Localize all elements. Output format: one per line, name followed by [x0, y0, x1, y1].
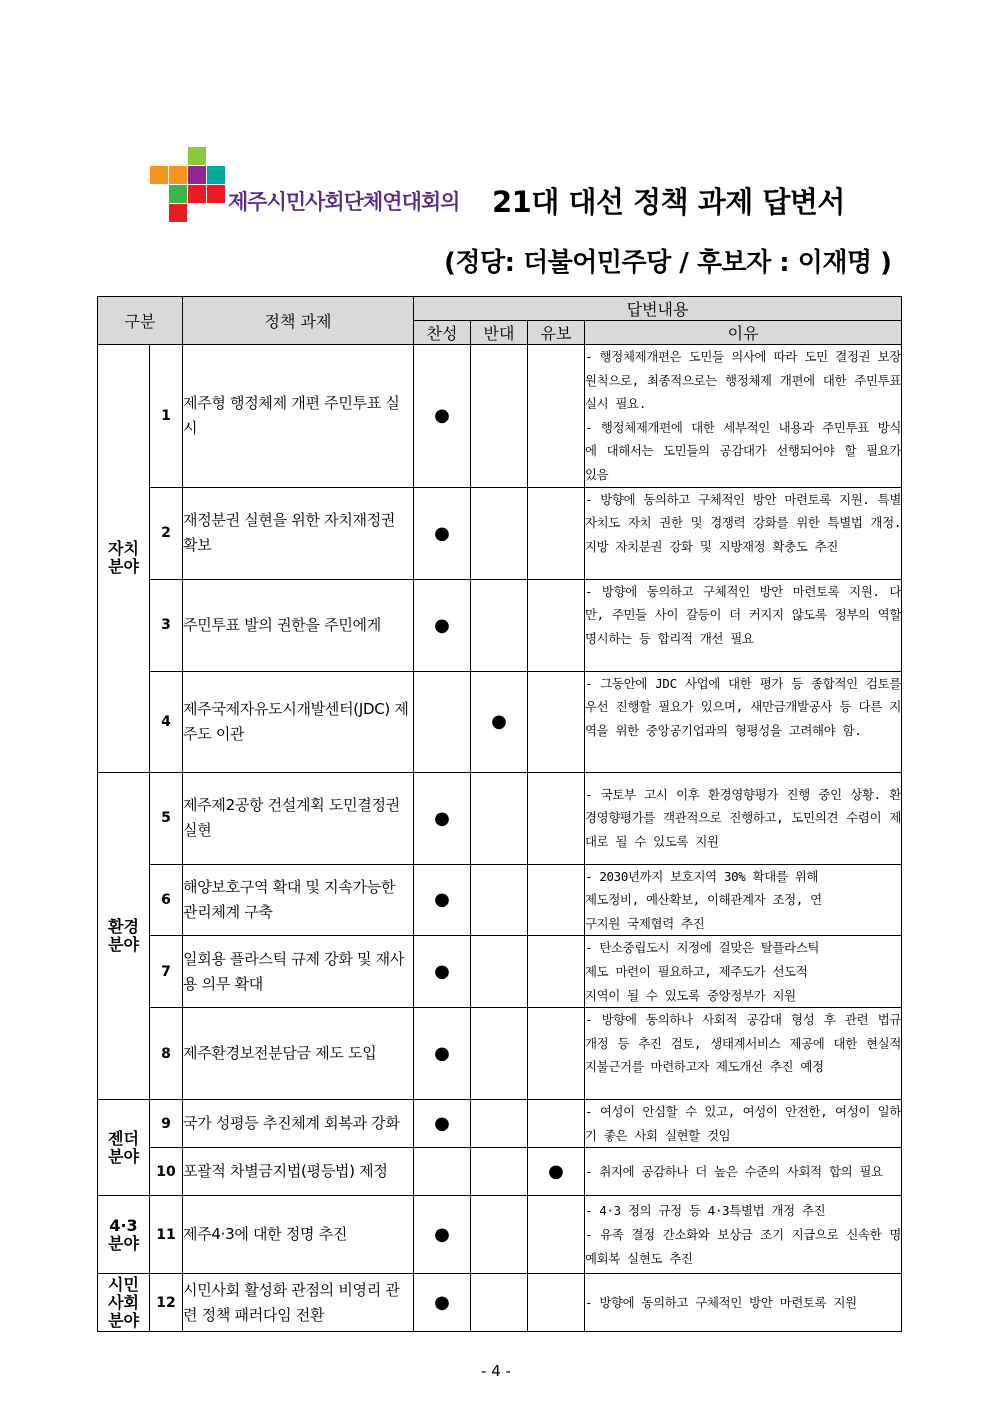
table-row	[98, 772, 902, 864]
answer-reason: - 4·3 정의 규정 등 4·3특별법 개정 추진 - 유족 결정 간소화와 보상금 조기 지급으로 신속한 명예회복 실현도 추진	[585, 1196, 902, 1274]
logo-square-red-c	[169, 204, 187, 222]
answer-hold-cell	[528, 936, 585, 1008]
logo-square-teal	[207, 166, 225, 184]
answer-reason: - 방향에 동의하나 사회적 공감대 형성 후 관련 법규 개정 등 추진 검토, 생태계서비스 제공에 대한 현실적 지불근거를 마련하고자 제도개선 추진 예정	[585, 1008, 902, 1100]
answer-oppose-cell	[471, 345, 528, 488]
answer-oppose-cell	[471, 1100, 528, 1148]
answer-agree-cell: ●	[414, 1274, 471, 1332]
policy-task: 국가 성평등 추진체계 회복과 강화	[183, 1100, 414, 1148]
row-number: 4	[150, 671, 183, 772]
answer-oppose-cell	[471, 579, 528, 671]
header-answer: 답변내용	[414, 297, 902, 321]
table-row	[98, 1008, 902, 1100]
policy-task: 일회용 플라스틱 규제 강화 및 재사용 의무 확대	[183, 936, 414, 1008]
header-reason: 이유	[585, 321, 902, 345]
table-row	[98, 1196, 902, 1274]
answer-oppose-cell	[471, 1274, 528, 1332]
answer-hold-cell	[528, 671, 585, 772]
answer-oppose-cell	[471, 1148, 528, 1196]
answer-reason: - 그동안에 JDC 사업에 대한 평가 등 종합적인 검토를 우선 진행할 필요가 있으며, 새만금개발공사 등 다른 지역을 위한 중앙공기업과의 형평성을 고려해야 함.	[585, 671, 902, 772]
answer-agree-cell	[414, 671, 471, 772]
category-43: 4·3 분야	[98, 1196, 150, 1274]
answer-agree-cell: ●	[414, 1196, 471, 1274]
answer-reason: - 방향에 동의하고 구체적인 방안 마련토록 지원	[585, 1274, 902, 1332]
row-number: 8	[150, 1008, 183, 1100]
policy-task: 주민투표 발의 권한을 주민에게	[183, 579, 414, 671]
answer-reason: - 여성이 안심할 수 있고, 여성이 안전한, 여성이 일하기 좋은 사회 실현할 것임	[585, 1100, 902, 1148]
answer-agree-cell: ●	[414, 772, 471, 864]
table-row	[98, 579, 902, 671]
org-name: 제주시민사회단체연대회의	[228, 190, 460, 214]
answer-agree-cell: ●	[414, 1100, 471, 1148]
policy-task: 제주국제자유도시개발센터(JDC) 제주도 이관	[183, 671, 414, 772]
answer-hold-cell	[528, 864, 585, 936]
header-agree: 찬성	[414, 321, 471, 345]
answer-agree-cell: ●	[414, 345, 471, 488]
logo-square-red-a	[188, 185, 206, 203]
page-title: 21대 대선 정책 과제 답변서	[492, 185, 845, 219]
answer-agree-cell: ●	[414, 864, 471, 936]
row-number: 6	[150, 864, 183, 936]
header-oppose: 반대	[471, 321, 528, 345]
header-hold: 유보	[528, 321, 585, 345]
policy-task: 시민사회 활성화 관점의 비영리 관련 정책 패러다임 전환	[183, 1274, 414, 1332]
header-task: 정책 과제	[183, 297, 414, 345]
table-row	[98, 1100, 902, 1148]
answer-oppose-cell	[471, 1008, 528, 1100]
answer-agree-cell: ●	[414, 1008, 471, 1100]
row-number: 5	[150, 772, 183, 864]
policy-task: 제주제2공항 건설계획 도민결정권 실현	[183, 772, 414, 864]
category-gender: 젠더 분야	[98, 1100, 150, 1196]
answer-hold-cell	[528, 772, 585, 864]
policy-task: 포괄적 차별금지법(평등법) 제정	[183, 1148, 414, 1196]
category-civil-society: 시민 사회 분야	[98, 1274, 150, 1332]
row-number: 11	[150, 1196, 183, 1274]
header-category: 구분	[98, 297, 183, 345]
answer-oppose-cell	[471, 487, 528, 579]
answer-reason: - 국토부 고시 이후 환경영향평가 진행 중인 상황. 환경영향평가를 객관적으로 진행하고, 도민의견 수렴이 제대로 될 수 있도록 지원	[585, 772, 902, 864]
row-number: 12	[150, 1274, 183, 1332]
table-row	[98, 487, 902, 579]
answer-agree-cell: ●	[414, 487, 471, 579]
answer-hold-cell	[528, 1196, 585, 1274]
answer-reason: - 방향에 동의하고 구체적인 방안 마련토록 지원. 다만, 주민들 사이 갈등이 더 커지지 않도록 정부의 역할 명시하는 등 합리적 개선 필요	[585, 579, 902, 671]
logo-square-green	[188, 147, 206, 165]
org-logo	[150, 147, 225, 225]
policy-answer-table	[97, 296, 902, 1332]
page-number: - 4 -	[481, 1362, 511, 1380]
logo-square-red-b	[207, 185, 225, 203]
logo-square-purple	[188, 166, 206, 184]
answer-agree-cell	[414, 1148, 471, 1196]
answer-hold-cell	[528, 345, 585, 488]
answer-oppose-cell	[471, 936, 528, 1008]
policy-task: 제주4·3에 대한 정명 추진	[183, 1196, 414, 1274]
table-row	[98, 671, 902, 772]
answer-oppose-cell	[471, 772, 528, 864]
row-number: 10	[150, 1148, 183, 1196]
table-row	[98, 864, 902, 936]
policy-task: 재정분권 실현을 위한 자치재정권 확보	[183, 487, 414, 579]
answer-oppose-cell: ●	[471, 671, 528, 772]
logo-square-green-b	[169, 185, 187, 203]
table-row	[98, 1148, 902, 1196]
answer-oppose-cell	[471, 1196, 528, 1274]
policy-task: 제주환경보전분담금 제도 도입	[183, 1008, 414, 1100]
answer-hold-cell	[528, 487, 585, 579]
answer-reason: - 탄소중립도시 지정에 걸맞은 탈플라스틱 제도 마련이 필요하고, 제주도가 선도적 지역이 될 수 있도록 중앙정부가 지원	[585, 936, 902, 1008]
answer-oppose-cell	[471, 864, 528, 936]
answer-agree-cell: ●	[414, 936, 471, 1008]
logo-square-orange-a	[169, 166, 187, 184]
answer-reason: - 2030년까지 보호지역 30% 확대를 위해 제도정비, 예산확보, 이해관계자 조정, 연 구지원 국제협력 추진	[585, 864, 902, 936]
row-number: 1	[150, 345, 183, 488]
row-number: 2	[150, 487, 183, 579]
answer-hold-cell	[528, 1008, 585, 1100]
answer-reason: - 방향에 동의하고 구체적인 방안 마련토록 지원. 특별자치도 자치 권한 및 경쟁력 강화를 위한 특별법 개정. 지방 자치분권 강화 및 지방재정 확충도 추진	[585, 487, 902, 579]
logo-square-orange-b	[150, 166, 168, 184]
policy-task: 제주형 행정체제 개편 주민투표 실시	[183, 345, 414, 488]
answer-agree-cell: ●	[414, 579, 471, 671]
row-number: 3	[150, 579, 183, 671]
answer-hold-cell	[528, 1100, 585, 1148]
table-row	[98, 345, 902, 488]
category-autonomy: 자치 분야	[98, 345, 150, 773]
page-subtitle: (정당: 더불어민주당 / 후보자 : 이재명 )	[444, 248, 892, 278]
table-row	[98, 1274, 902, 1332]
answer-hold-cell	[528, 1274, 585, 1332]
row-number: 9	[150, 1100, 183, 1148]
answer-hold-cell: ●	[528, 1148, 585, 1196]
answer-reason: - 취지에 공감하나 더 높은 수준의 사회적 합의 필요	[585, 1148, 902, 1196]
table-row	[98, 936, 902, 1008]
policy-task: 해양보호구역 확대 및 지속가능한 관리체계 구축	[183, 864, 414, 936]
answer-hold-cell	[528, 579, 585, 671]
answer-reason: - 행정체제개편은 도민들 의사에 따라 도민 결정권 보장 원칙으로, 최종적으로는 행정체제 개편에 대한 주민투표 실시 필요. - 행정체제개편에 대한 세부적인 내용과 주민투표 방식에 대해서는 도민들의 공감대가 선행되어야 할 필요가 있음	[585, 345, 902, 488]
category-environment: 환경 분야	[98, 772, 150, 1100]
row-number: 7	[150, 936, 183, 1008]
